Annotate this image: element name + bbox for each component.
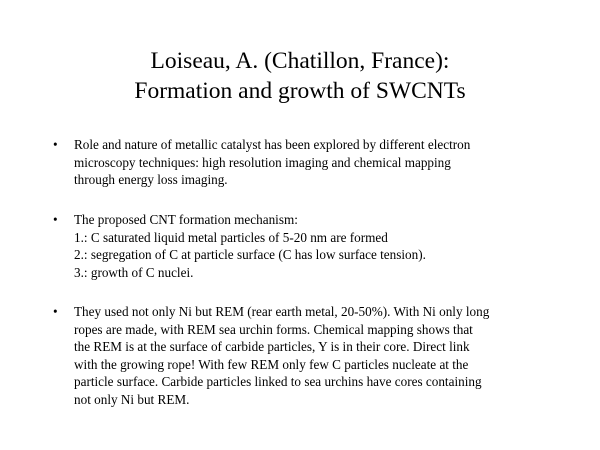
bullet-line: microscopy techniques: high resolution imaging and chemical mapping — [74, 154, 451, 170]
bullet-line: with the growing rope! With few REM only few C particles nucleate at the — [74, 356, 469, 372]
bullet-dot-icon: • — [53, 212, 58, 227]
bullet-dot-icon: • — [53, 137, 58, 152]
bullet-text — [74, 136, 564, 189]
slide-title — [0, 46, 600, 106]
bullet-dot-icon: • — [53, 304, 58, 319]
slide-title-line-1: Loiseau, A. (Chatillon, France): — [150, 48, 450, 74]
bullet-line: 3.: growth of C nuclei. — [74, 264, 194, 280]
bullet-line: through energy loss imaging. — [74, 172, 228, 187]
bullet-line: Role and nature of metallic catalyst has been explored by different electron — [74, 137, 471, 152]
bullet-text — [74, 211, 564, 281]
bullet-line: The proposed CNT formation mechanism: — [74, 212, 298, 227]
bullet-line: ropes are made, with REM sea urchin forms. Chemical mapping shows that — [74, 321, 473, 337]
bullet-text — [74, 303, 564, 408]
bullet-line: 2.: segregation of C at particle surface (C has low surface tension). — [74, 247, 426, 262]
bullet-line: the REM is at the surface of carbide particles, Y is in their core. Direct link — [74, 339, 470, 354]
slide-title-line-2: Formation and growth of SWCNTs — [134, 78, 466, 104]
bullet-line: 1.: C saturated liquid metal particles of 5-20 nm are formed — [74, 229, 388, 245]
bullet-line: particle surface. Carbide particles linked to sea urchins have cores containing — [74, 374, 482, 389]
bullet-line: They used not only Ni but REM (rear earth metal, 20-50%). With Ni only long — [74, 304, 490, 319]
bullet-line: not only Ni but REM. — [74, 391, 190, 407]
